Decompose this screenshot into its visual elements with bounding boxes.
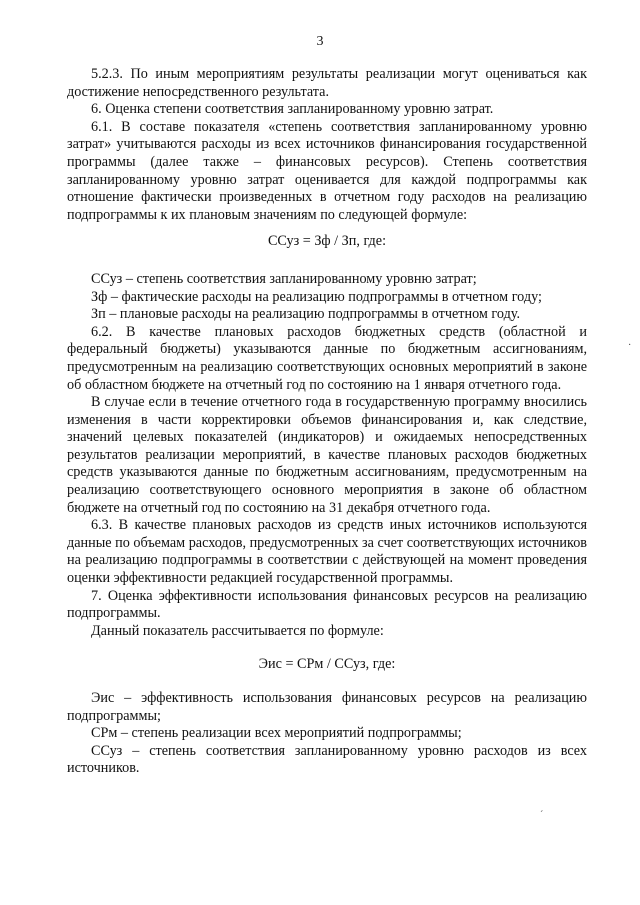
formula-ccuz: ССуз = Зф / Зп, где: — [267, 233, 387, 250]
definition-zf: Зф – фактические расходы на реализацию подпрограммы в отчетном году; — [91, 288, 542, 305]
section-7-heading: 7. Оценка эффективности использования финансовых ресурсов на реализацию подпрограммы. — [67, 587, 587, 622]
scan-mark: · — [628, 340, 632, 351]
definition-ccuz-2: ССуз – степень соответствия запланированному уровню расходов из всех источников. — [67, 742, 587, 777]
paragraph-6-3: 6.3. В качестве плановых расходов из средств иных источников используются данные по объемам расходов, предусмотренных за счет соответствующих источников на реализацию подпрограммы в соответствии с действующей на момент проведения оценки эффективности редакцией государственной программы. — [67, 517, 587, 587]
scan-mark: ´ — [540, 810, 544, 821]
definition-zp: Зп – плановые расходы на реализацию подпрограммы в отчетном году. — [91, 306, 521, 323]
paragraph-6-1: 6.1. В составе показателя «степень соответствия запланированному уровню затрат» учитываются расходы из всех источников финансирования государственной программы (далее также – финансовых ресурсов). Степень соответствия запланированному уровню затрат оценивается для каждой подпрограммы как отношение фактически произведенных в отчетном году расходов на реализацию подпрограммы к их плановым значениям по следующей формуле: — [67, 118, 587, 223]
formula-eis: Эис = СРм / ССуз, где: — [258, 656, 396, 673]
paragraph-5-2-3: 5.2.3. По иным мероприятиям результаты реализации могут оцениваться как достижение непосредственного результата. — [67, 66, 587, 100]
paragraph-7-formula-intro: Данный показатель рассчитывается по формуле: — [91, 622, 384, 639]
definition-ccuz: ССуз – степень соответствия запланированному уровню затрат; — [91, 270, 477, 287]
document-body — [67, 66, 587, 778]
definition-eis: Эис – эффективность использования финансовых ресурсов на реализацию подпрограммы; — [67, 690, 587, 724]
section-6-heading: 6. Оценка степени соответствия запланированному уровню затрат. — [91, 101, 494, 118]
paragraph-6-2-continued: В случае если в течение отчетного года в государственную программу вносились изменения в части корректировки объемов финансирования и, как следствие, значений целевых показателей (индикаторов) и ожидаемых непосредственных результатов реализации мероприятий, в качестве плановых расходов бюджетных средств указываются данные по бюджетным ассигнованиям, предусмотренным на реализацию соответствующего основного мероприятия в законе об областном бюджете на отчетный год по состоянию на 31 декабря отчетного года. — [67, 394, 587, 516]
page-number: 3 — [316, 34, 324, 49]
definition-srm: СРм – степень реализации всех мероприятий подпрограммы; — [91, 725, 462, 742]
paragraph-6-2: 6.2. В качестве плановых расходов бюджетных средств (областной и федеральный бюджеты) указываются данные по бюджетным ассигнованиям, предусмотренным на реализацию соответствующих основных мероприятий в законе об областном бюджете на отчетный год по состоянию на 1 января отчетного года. — [67, 323, 587, 393]
